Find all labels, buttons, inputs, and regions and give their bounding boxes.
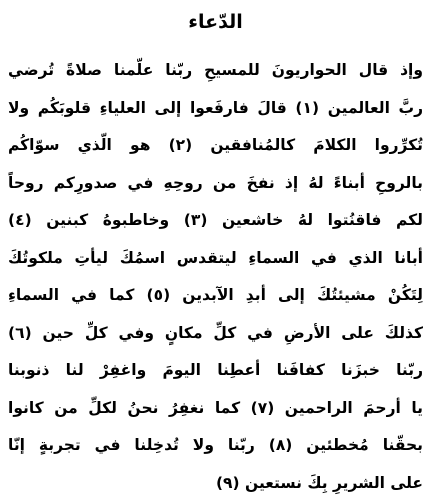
text-line: وإذ قال الحواريونَ للمسيحِ ربّنا علّمنا صلاةً تُرضي [8, 52, 423, 90]
text-line: يا أرحمَ الراحمين (٧) كما نغفِرُ نحنُ لكلِّ من كانوا [8, 390, 423, 428]
text-line: أبانا الذي في السماءِ ليتقدس اسمُكَ ليأتِ ملكوتُكَ [8, 240, 423, 278]
text-line: بحقّنا مُخطئين (٨) ربّنا ولا تُدخِلنا في تجربةٍ إنّا [8, 427, 423, 465]
prayer-text [8, 52, 423, 502]
text-line: لِتَكُنْ مشيئتُكَ إلى أبدِ الآبدين (٥) كما في السماءِ [8, 277, 423, 315]
document-title: الدّعاء [0, 10, 431, 36]
text-line: كذلكَ على الأرضِ في كلِّ مكانٍ وفي كلِّ حين (٦) [8, 315, 423, 353]
text-line: تُكرِّروا الكلامَ كالمُنافقين (٢) هو الّذي سوّاكُم [8, 127, 423, 165]
text-line: بالروحِ أبناءً لهُ إذ نفخَ من روحِهِ في صدورِكم روحاً [8, 165, 423, 203]
text-line: لكم فاقنُتوا لهُ خاشعين (٣) وخاطبوهُ كبنين (٤) [8, 202, 423, 240]
text-line: على الشريرِ بِكَ نستعين (٩) [8, 465, 423, 502]
text-line: ربَّ العالمين (١) قالَ فارفَعوا إلى العلياءِ قلوبَكُم ولا [8, 90, 423, 128]
text-line: ربّنا خبزَنا كفافَنا أعطِنا اليومَ واغفِرْ لنا ذنوبنا [8, 352, 423, 390]
